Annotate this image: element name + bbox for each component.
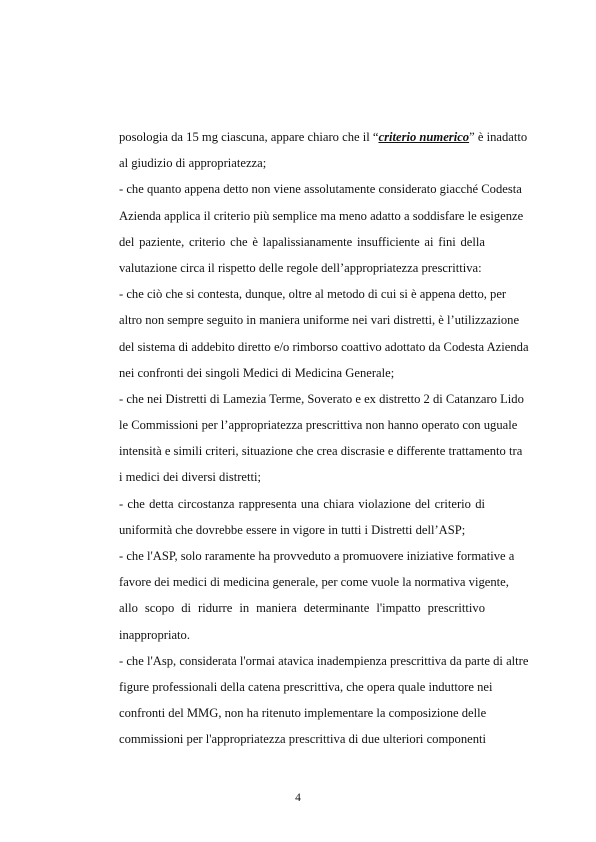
- text-run: - che detta circostanza rappresenta una chiara violazione del criterio di: [119, 496, 485, 511]
- text-run: del sistema di addebito diretto e/o rimborso coattivo adottato da Codesta Azienda: [119, 339, 529, 354]
- text-run: del paziente, criterio che è lapalissianamente insufficiente ai fini della: [119, 234, 485, 249]
- text-line: [119, 438, 523, 464]
- text-line: [119, 124, 528, 150]
- text-line: [119, 203, 524, 229]
- text-line: [119, 569, 509, 595]
- text-run: - che l'ASP, solo raramente ha provveduto a promuovere iniziative formative a: [119, 549, 515, 563]
- text-line: [119, 491, 485, 517]
- text-line: [119, 176, 522, 202]
- text-run: favore dei medici di medicina generale, per come vuole la normativa vigente,: [119, 575, 509, 590]
- text-line: [119, 150, 485, 176]
- text-run: - che ciò che si contesta, dunque, oltre al metodo di cui si è appena detto, per: [119, 287, 507, 302]
- paragraph: [119, 281, 529, 386]
- text-line: [119, 543, 515, 569]
- text-run: ” è inadatto: [469, 130, 528, 144]
- text-line: [119, 281, 507, 307]
- text-run: - che quanto appena detto non viene assolutamente considerato giacché Codesta: [119, 182, 522, 197]
- text-run: valutazione circa il rispetto delle regole dell’appropriatezza prescrittiva:: [119, 260, 482, 275]
- text-run: - che nei Distretti di Lamezia Terme, Soverato e ex distretto 2 di Catanzaro Lido: [119, 391, 524, 406]
- page-number: 4: [295, 792, 301, 804]
- text-run: confronti del MMG, non ha ritenuto implementare la composizione delle: [119, 706, 487, 721]
- text-run: le Commissioni per l’appropriatezza prescrittiva non hanno operato con uguale: [119, 418, 518, 433]
- text-line: [119, 674, 493, 700]
- text-run: al giudizio di appropriatezza;: [119, 156, 267, 171]
- paragraph: [119, 543, 515, 648]
- text-line: [119, 464, 485, 490]
- text-line: [119, 334, 529, 360]
- body-text: [119, 124, 529, 753]
- paragraph: [119, 491, 485, 543]
- text-line: [119, 648, 529, 674]
- text-run: Azienda applica il criterio più semplice ma meno adatto a soddisfare le esigenze: [119, 208, 524, 223]
- text-run: intensità e simili criteri, situazione che crea discrasie e differente trattamento tra: [119, 444, 523, 459]
- text-run: nei confronti dei singoli Medici di Medicina Generale;: [119, 365, 395, 380]
- paragraph: [119, 386, 524, 491]
- paragraph: [119, 648, 529, 753]
- text-line: [119, 255, 485, 281]
- text-run: i medici dei diversi distretti;: [119, 470, 261, 485]
- text-line: [119, 307, 520, 333]
- text-line: [119, 229, 485, 255]
- text-line: [119, 726, 485, 752]
- text-run: altro non sempre seguito in maniera uniforme nei vari distretti, è l’utilizzazione: [119, 313, 520, 328]
- text-line: [119, 386, 524, 412]
- text-run: inappropriato.: [119, 627, 190, 642]
- text-line: [119, 622, 485, 648]
- paragraph: [119, 124, 528, 176]
- text-run: allo scopo di ridurre in maniera determinante l'impatto prescrittivo: [119, 601, 485, 616]
- text-run: commissioni per l'appropriatezza prescrittiva di due ulteriori componenti: [119, 732, 487, 747]
- paragraph: [119, 176, 524, 281]
- text-line: [119, 700, 485, 726]
- text-run: figure professionali della catena prescrittiva, che opera quale induttore nei: [119, 679, 493, 694]
- emphasized-term: criterio numerico: [378, 130, 470, 144]
- text-run: posologia da 15 mg ciascuna, appare chiaro che il “: [119, 130, 379, 144]
- text-line: [119, 595, 485, 621]
- text-run: - che l'Asp, considerata l'ormai atavica inadempienza prescrittiva da parte di altre: [119, 653, 529, 668]
- text-line: [119, 412, 518, 438]
- text-line: [119, 360, 485, 386]
- text-run: uniformità che dovrebbe essere in vigore in tutti i Distretti dell’ASP;: [119, 522, 466, 537]
- text-line: [119, 517, 485, 543]
